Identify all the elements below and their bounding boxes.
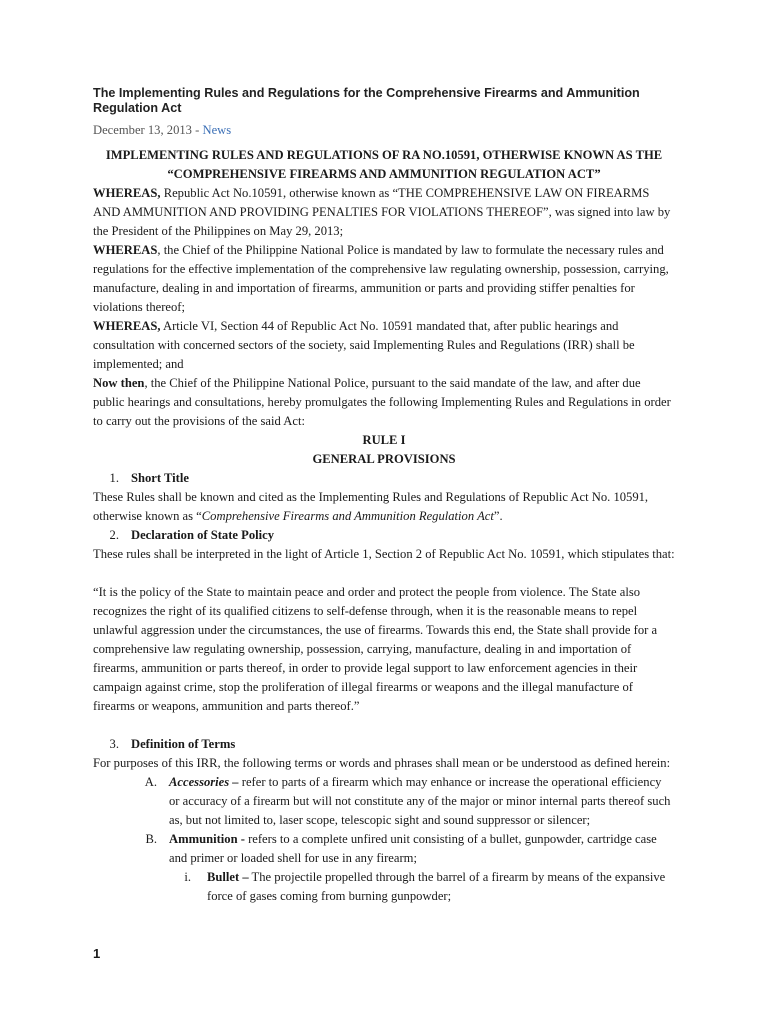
- section-1-body: [93, 488, 675, 526]
- now-then-clause: [93, 374, 675, 431]
- subdefinition-term: Bullet –: [207, 870, 249, 884]
- definition-item: [93, 773, 675, 830]
- definition-content: [169, 773, 675, 830]
- whereas-text: , the Chief of the Philippine National Police is mandated by law to formulate the necessary rules and regulations for the effective implementation of the comprehensive law regulating ownership, possession, carrying, manufacture, dealing in and importation of firearms, ammunition or parts and providing stiffer penalties for violations thereof;: [93, 243, 669, 314]
- section-1-heading: [93, 469, 675, 488]
- section-title: Declaration of State Policy: [131, 528, 275, 542]
- definition-content: [169, 830, 675, 868]
- whereas-lead: WHEREAS,: [93, 319, 161, 333]
- definition-term: Ammunition -: [169, 832, 245, 846]
- definition-marker: A.: [144, 775, 157, 789]
- subdefinition-text: The projectile propelled through the barrel of a firearm by means of the expansive force of gases coming from burning gunpowder;: [207, 870, 666, 903]
- subdefinition-item: [93, 868, 675, 906]
- section-title: Definition of Terms: [131, 737, 236, 751]
- rule-name: GENERAL PROVISIONS: [312, 452, 456, 466]
- subdefinition-content: [207, 868, 675, 906]
- section-title: Short Title: [131, 471, 189, 485]
- whereas-clause-3: [93, 317, 675, 374]
- meta-separator: -: [191, 123, 203, 137]
- whereas-lead: WHEREAS,: [93, 186, 161, 200]
- section-3-body: For purposes of this IRR, the following terms or words and phrases shall mean or be understood as defined herein:: [93, 756, 671, 770]
- article-meta: [93, 121, 675, 140]
- definition-text: refers to a complete unfired unit consisting of a bullet, gunpowder, cartridge case and primer or loaded shell for use in any firearm;: [169, 832, 657, 865]
- section-number: 1.: [109, 471, 119, 485]
- whereas-text: Republic Act No.10591, otherwise known as “THE COMPREHENSIVE LAW ON FIREARMS AND AMMUNITION AND PROVIDING PENALTIES FOR VIOLATIONS THEREOF”, was signed into law by the President of the Philippines on May 29, 2013;: [93, 186, 671, 238]
- whereas-clause-2: [93, 241, 675, 317]
- whereas-clause-1: [93, 184, 675, 241]
- rule-number: RULE I: [362, 433, 406, 447]
- now-then-lead: Now then: [93, 376, 145, 390]
- section-2-body: These rules shall be interpreted in the light of Article 1, Section 2 of Republic Act No. 10591, which stipulates that:: [93, 547, 675, 561]
- document-page: [93, 86, 675, 906]
- page-number: 1: [93, 946, 101, 961]
- definition-text: refer to parts of a firearm which may enhance or increase the operational efficiency or accuracy of a firearm but will not constitute any of the major or minor internal parts thereof such as, but not limited to, laser scope, telescopic sight and sound suppressor or silencer;: [169, 775, 671, 827]
- section-number: 3.: [109, 737, 119, 751]
- now-then-text: , the Chief of the Philippine National Police, pursuant to the said mandate of the law, and after due public hearings and consultations, hereby promulgates the following Implementing Rules and Regulations in order to carry out the provisions of the said Act:: [93, 376, 671, 428]
- definition-item: [93, 830, 675, 868]
- definition-term: Accessories –: [169, 775, 239, 789]
- irr-heading-line2: “COMPREHENSIVE FIREARMS AND AMMUNITION REGULATION ACT”: [167, 167, 601, 181]
- section-1-text-end: ”.: [493, 509, 503, 523]
- section-2-heading: [93, 526, 675, 545]
- act-name: Comprehensive Firearms and Ammunition Regulation Act: [201, 509, 494, 523]
- section-3-heading: [93, 735, 675, 754]
- whereas-text: Article VI, Section 44 of Republic Act No. 10591 mandated that, after public hearings and consultation with concerned sectors of the society, said Implementing Rules and Regulations (IRR) shall be implemented; and: [93, 319, 635, 371]
- section-number: 2.: [109, 528, 119, 542]
- section-1-text: These Rules shall be known and cited as the Implementing Rules and Regulations of Republic Act No. 10591, otherwise known as “: [93, 490, 649, 523]
- article-title: The Implementing Rules and Regulations for the Comprehensive Firearms and Ammunition Regulation Act: [93, 86, 640, 115]
- definition-marker: B.: [145, 832, 157, 846]
- irr-heading-line1: IMPLEMENTING RULES AND REGULATIONS OF RA NO.10591, OTHERWISE KNOWN AS THE: [105, 148, 663, 162]
- whereas-lead: WHEREAS: [93, 243, 158, 257]
- subdefinition-marker: i.: [184, 870, 191, 884]
- category-link[interactable]: News: [202, 123, 232, 137]
- state-policy-quote: “It is the policy of the State to maintain peace and order and protect the people from violence. The State also recognizes the right of its qualified citizens to self-defense through, when it is the reasonable means to repel unlawful aggression under the circumstances, the use of firearms. Towards this end, the State shall provide for a comprehensive law regulating ownership, possession, carrying, manufacture, dealing in and importation of firearms, ammunition or parts thereof, in order to provide legal support to law enforcement agencies in their campaign against crime, stop the proliferation of illegal firearms or weapons and the illegal manufacture of firearms or weapons, ammunition and parts thereof.”: [93, 585, 658, 713]
- article-date: December 13, 2013: [93, 123, 192, 137]
